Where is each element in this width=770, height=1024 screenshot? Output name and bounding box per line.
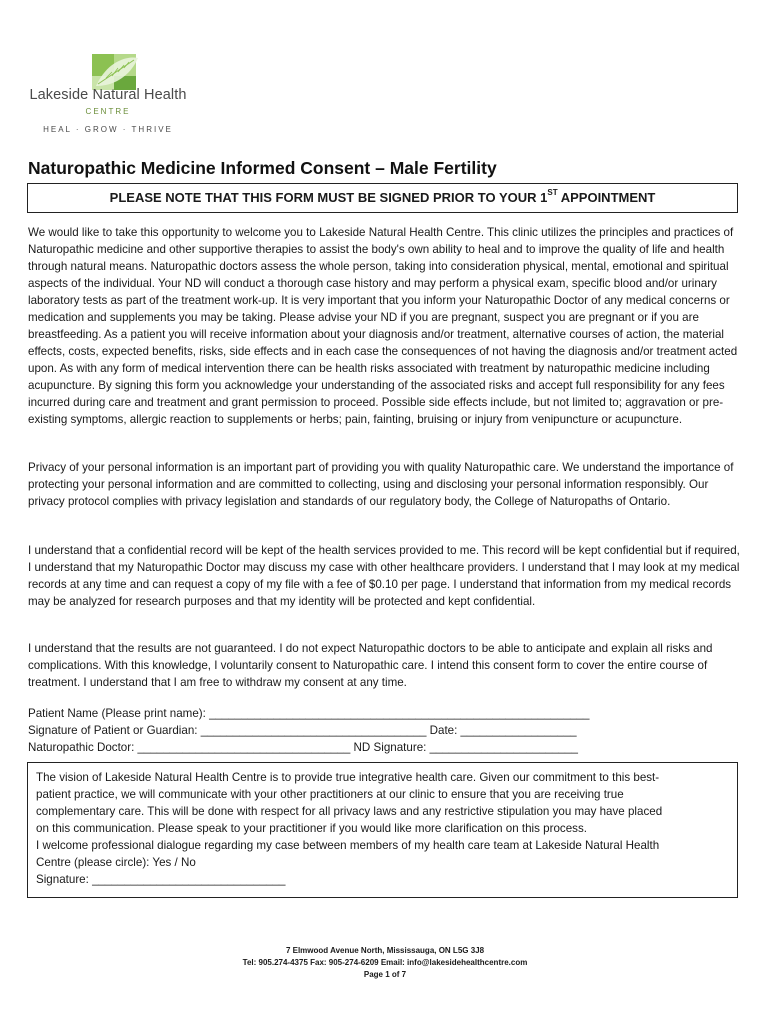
- notice-text-main: PLEASE NOTE THAT THIS FORM MUST BE SIGNED PRIOR TO YOUR 1: [109, 190, 548, 205]
- vision-text: [36, 769, 726, 888]
- vision-line: I welcome professional dialogue regarding my case between members of my health care team at Lakeside Natural Health: [36, 839, 660, 852]
- notice-text: [28, 190, 737, 205]
- logo-tagline: HEAL · GROW · THRIVE: [43, 125, 173, 134]
- vision-line: on this communication. Please speak to your practitioner if you would like more clarification on this process.: [36, 822, 587, 835]
- notice-text-end: APPOINTMENT: [557, 190, 656, 205]
- vision-signature-field[interactable]: Signature: ______________________________: [36, 873, 286, 886]
- doctor-signature-field[interactable]: Naturopathic Doctor: _________________________________ ND Signature: _______________________: [28, 741, 578, 754]
- yes-no-choice[interactable]: Centre (please circle): Yes / No: [36, 856, 196, 869]
- patient-name-field[interactable]: Patient Name (Please print name): ___________________________________________________________: [28, 707, 590, 720]
- patient-signature-field[interactable]: Signature of Patient or Guardian: ___________________________________ Date: __________________: [28, 724, 577, 737]
- form-title: Naturopathic Medicine Informed Consent – Male Fertility: [28, 158, 497, 178]
- paragraph-welcome: We would like to take this opportunity to welcome you to Lakeside Natural Health Centre. This clinic utilizes the principles and practices of Naturopathic medicine and other supportive therapies to assist the body's own ability to heal and to improve the quality of life and health through natural means. Naturopathic doctors assess the whole person, taking into consideration physical, mental, emotional and spiritual aspects of the individual. Your ND will conduct a thorough case history and may perform a physical exam, specific blood and/or urinary laboratory tests as part of the treatment work-up. It is very important that you inform your Naturopathic Doctor of any medical concerns or medication and supplements you may be taking. Please advise your ND if you are pregnant, suspect you are pregnant or if you are breastfeeding. As a patient you will receive information about your diagnosis and/or treatment, alternative courses of action, the material effects, costs, expected benefits, risks, side effects and in each case the consequences of not having the diagnosis and/or treatment acted upon. As with any form of medical intervention there can be health risks associated with treatment by naturopathic medicine including acupuncture. By signing this form you acknowledge your understanding of the associated risks and accept full responsibility for any fees incurred during care and treatment and grant permission to proceed. Possible side effects include, but not limited to; aggravation or pre-existing symptoms, allergic reaction to supplements or herbs; pain, fainting, bruising or injury from venipuncture or acupuncture.: [28, 226, 738, 426]
- vision-box: [27, 762, 738, 898]
- logo-subtitle: CENTRE: [85, 107, 131, 116]
- paragraph-privacy: Privacy of your personal information is an important part of providing you with quality Naturopathic care. We understand the importance of protecting your personal information and are committed to collecting, using and disclosing your personal information responsibly. Our privacy protocol complies with privacy legislation and standards of our regulatory body, the College of Naturopaths of Ontario.: [28, 461, 734, 508]
- page-number: Page 1 of 7: [363, 970, 407, 979]
- notice-superscript: ST: [547, 188, 558, 197]
- vision-line: complementary care. This will be done with respect for all privacy laws and any restrictive stipulation you may have placed: [36, 805, 663, 818]
- vision-line: The vision of Lakeside Natural Health Centre is to provide true integrative health care. Given our commitment to this best-: [36, 771, 660, 784]
- page-footer: [0, 945, 770, 981]
- paragraph-consent: I understand that the results are not guaranteed. I do not expect Naturopathic doctors to be able to anticipate and explain all risks and complications. With this knowledge, I voluntarily consent to Naturopathic care. I intend this consent form to cover the entire course of treatment. I understand that I am free to withdraw my consent at any time.: [28, 642, 713, 689]
- footer-contact: Tel: 905.274-4375 Fax: 905-274-6209 Email: info@lakesidehealthcentre.com: [242, 958, 528, 967]
- notice-box: [27, 183, 738, 213]
- footer-address: 7 Elmwood Avenue North, Mississauga, ON L5G 3J8: [285, 946, 485, 955]
- vision-line: patient practice, we will communicate with your other practitioners at our clinic to ensure that you are receiving true: [36, 788, 624, 801]
- clinic-logo: [28, 50, 208, 140]
- paragraph-records: I understand that a confidential record will be kept of the health services provided to me. This record will be kept confidential but if required, I understand that my Naturopathic Doctor may discuss my case with other healthcare providers. I understand that I may look at my medical records at any time and can request a copy of my file with a fee of $0.10 per page. I understand that information from my medical records may be analyzed for research purposes and that my identity will be protected and kept confidential.: [28, 544, 740, 608]
- logo-name: Lakeside Natural Health: [29, 87, 187, 103]
